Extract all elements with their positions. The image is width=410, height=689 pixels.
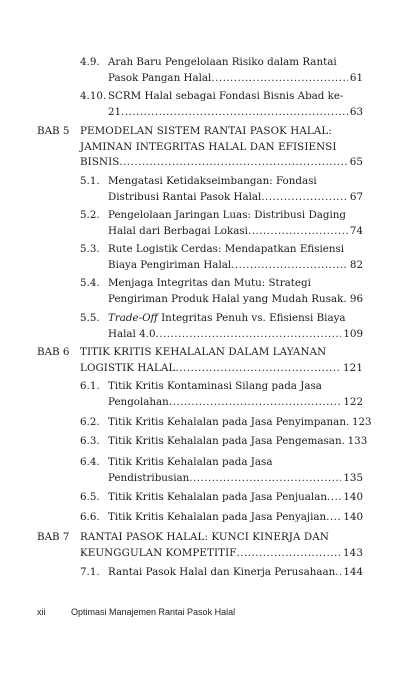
page-number: 96 (349, 292, 363, 305)
entry-title-line: Rute Logistik Cerdas: Mendapatkan Efisiensi (108, 243, 345, 255)
section-number: 6.4. (80, 456, 100, 468)
page-number: 123 (351, 416, 372, 428)
page-number: 140 (343, 511, 363, 523)
section-number: 4.10. (80, 90, 107, 102)
dot-leader (169, 395, 342, 411)
page-number: 144 (343, 566, 363, 578)
entry-title-line: Halal dari Berbagai Lokasi (108, 224, 248, 237)
chapter-title-line: LOGISTIK HALAL (80, 361, 176, 374)
page-number: 61 (349, 71, 363, 84)
entry-title-line: Rantai Pasok Halal dan Kinerja Perusahaan (108, 566, 336, 578)
entry-title-line: Titik Kritis Kehalalan pada Jasa Pengemasan (108, 435, 342, 447)
page-number: 122 (343, 395, 363, 408)
dot-leader (237, 546, 341, 562)
section-number: 6.1. (80, 380, 100, 392)
chapter-title-line: JAMINAN INTEGRITAS HALAL DAN EFISIENSI (80, 140, 337, 153)
chapter-title-line: KEUNGGULAN KOMPETITIF (80, 546, 237, 559)
page-number: 133 (347, 435, 368, 447)
italic-term: Trade-Off (108, 312, 158, 324)
entry-title-line: Titik Kritis Kehalalan pada Jasa Penjualan (108, 491, 327, 503)
entry-title-line: Distribusi Rantai Pasok Halal (108, 190, 262, 203)
chapter-number: BAB 5 (37, 125, 70, 137)
chapter-number: BAB 7 (37, 531, 70, 543)
entry-title-line: Titik Kritis Kehalalan pada Jasa Penyimpanan (108, 416, 346, 428)
page-number: 140 (343, 491, 363, 503)
dot-leader (156, 327, 342, 343)
page-number: 67 (349, 190, 363, 203)
entry-title-line: 21 (108, 105, 122, 118)
section-number: 5.3. (80, 243, 100, 255)
dot-leader (121, 105, 348, 121)
page-number: 74 (349, 224, 363, 237)
entry-title-line: Mengatasi Ketidakseimbangan: Fondasi (108, 175, 317, 187)
dot-leader (175, 361, 341, 377)
dot-leader (211, 71, 348, 87)
chapter-title-line: PEMODELAN SISTEM RANTAI PASOK HALAL: (80, 125, 332, 137)
entry-title-line: Titik Kritis Kehalalan pada Jasa (108, 456, 273, 468)
page-number: 82 (349, 258, 363, 271)
dot-leader (326, 510, 341, 526)
entry-title-line: SCRM Halal sebagai Fondasi Bisnis Abad ke- (108, 90, 344, 102)
entry-title-line: Pengolahan (108, 395, 169, 408)
entry-title-line: Menjaga Integritas dan Mutu: Strategi (108, 277, 311, 289)
section-number: 5.1. (80, 175, 100, 187)
entry-title-line: Titik Kritis Kehalalan pada Jasa Penyajian (108, 511, 327, 523)
footer-page-number: xii (37, 607, 46, 617)
chapter-title-line: BISNIS (80, 156, 120, 168)
page-number: 121 (343, 361, 363, 374)
entry-title-line: Pengelolaan Jaringan Luas: Distribusi Daging (108, 209, 346, 221)
page-number: 65 (349, 156, 363, 168)
dot-leader (327, 490, 341, 506)
dot-leader (119, 155, 347, 171)
dot-leader (189, 471, 341, 487)
entry-title-line: Pendistribusian (108, 471, 190, 484)
chapter-title-line: TITIK KRITIS KEHALALAN DALAM LAYANAN (80, 346, 327, 358)
dot-leader (261, 190, 348, 206)
entry-title-line: Titik Kritis Kontaminasi Silang pada Jasa (108, 380, 322, 392)
section-number: 5.2. (80, 209, 100, 221)
entry-title-line: Halal 4.0 (108, 327, 156, 340)
section-number: 7.1. (80, 566, 100, 578)
chapter-number: BAB 6 (37, 346, 70, 358)
entry-title-line: Pengiriman Produk Halal yang Mudah Rusak (108, 292, 344, 305)
dot-leader (248, 224, 348, 240)
chapter-title-line: RANTAI PASOK HALAL: KUNCI KINERJA DAN (80, 531, 329, 543)
page-footer (37, 607, 235, 617)
section-number: 6.6. (80, 511, 100, 523)
page-number: 109 (343, 327, 363, 340)
section-number: 6.5. (80, 491, 100, 503)
footer-book-title: Optimasi Manajemen Rantai Pasok Halal (71, 607, 236, 617)
section-number: 5.4. (80, 277, 100, 289)
page-number: 63 (349, 105, 363, 118)
entry-title-line: Integritas Penuh vs. Efisiensi Biaya (157, 312, 346, 324)
dot-leader (231, 258, 348, 274)
entry-title-line: Biaya Pengiriman Halal (108, 258, 232, 271)
section-number: 6.3. (80, 435, 100, 447)
section-number: 6.2. (80, 416, 100, 428)
section-number: 5.5. (80, 312, 100, 324)
section-number: 4.9. (80, 56, 100, 68)
entry-title-line: Pasok Pangan Halal (108, 71, 212, 84)
page-number: 143 (343, 546, 363, 559)
entry-title-line: Arah Baru Pengelolaan Risiko dalam Rantai (108, 56, 337, 68)
page-number: 135 (343, 471, 363, 484)
